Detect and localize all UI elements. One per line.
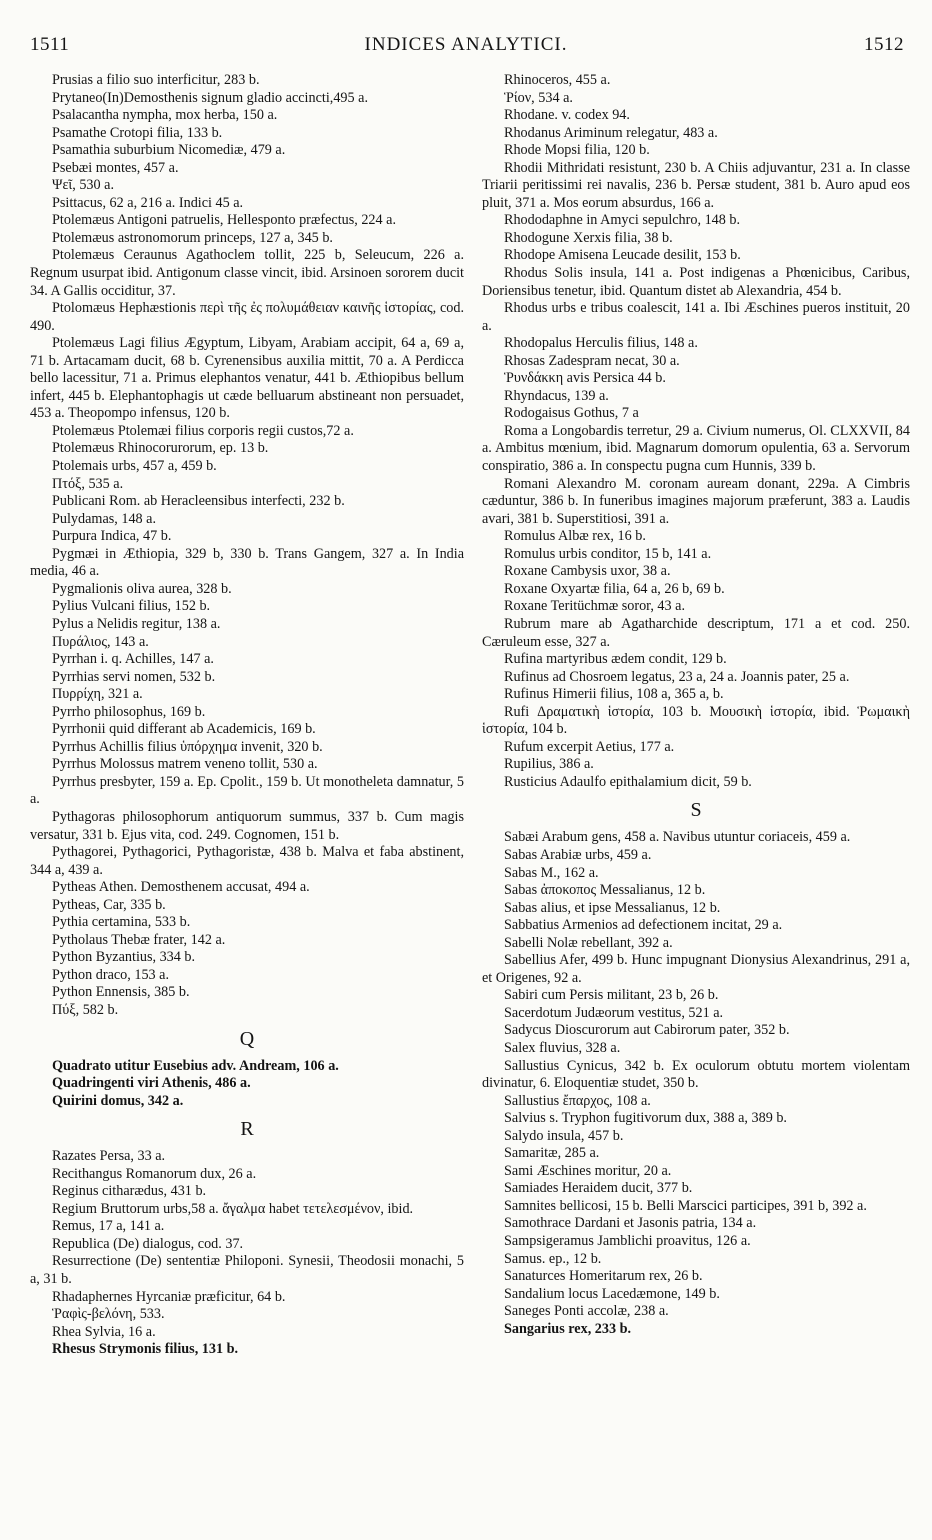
index-entry: Ῥίον, 534 a. [504, 89, 573, 106]
index-entry: Pygmæi in Æthiopia, 329 b, 330 b. Trans Gangem, 327 a. In India media, 46 a. [30, 545, 464, 580]
index-entry: Πτόξ, 535 a. [52, 475, 124, 492]
index-entry: Salex fluvius, 328 a. [504, 1039, 621, 1056]
index-entry: Ptolemæus Rhinocorurorum, ep. 13 b. [52, 440, 269, 457]
index-entry: Pytheas Athen. Demosthenem accusat, 494 a. [52, 879, 310, 896]
index-entry: Πύξ, 582 b. [52, 1001, 119, 1018]
left-page-number: 1511 [30, 34, 70, 55]
index-entry: Pyrrho philosophus, 169 b. [52, 703, 206, 720]
index-entry: Rhyndacus, 139 a. [504, 387, 609, 404]
index-entry: Πυρρίχη, 321 a. [52, 686, 143, 703]
index-entry: Sangarius rex, 233 b. [504, 1320, 632, 1337]
index-entry: Ptolemæus astronomorum princeps, 127 a, 345 b. [52, 229, 333, 246]
index-entry: Romani Alexandro M. coronam auream donant, 229a. A Cimbris cæduntur, 386 b. In funeribus imagines majorum præferunt, 383 a. Laudis avari, 381 b. Superstitiosi, 391 a. [482, 475, 910, 527]
index-entry: Sabas Arabiæ urbs, 459 a. [504, 846, 652, 863]
index-entry: Rhodus urbs e tribus coalescit, 141 a. Ibi Æschines pueros instituit, 20 a. [482, 300, 910, 334]
index-entry: Rhesus Strymonis filius, 131 b. [52, 1341, 239, 1358]
running-title: INDICES ANALYTICI. [364, 34, 568, 55]
index-entry: Ptolemæus Lagi filius Ægyptum, Libyam, Arabiam accipit, 64 a, 69 a, 71 b. Artacamam ducit, 68 b. Cyrenensibus auxilia mittit, 70 a. A Perdicca bello lacessitur, 71 a. Primus elephantos venatur, 441 b. Æthiopibus bellum infert, 445 b. Elephantophagis ut cæde belluarum abstineant non persuadet, 453 a. Theopompo infensus, 120 b. [30, 335, 464, 422]
index-entry: Roxane Teritüchmæ soror, 43 a. [504, 598, 685, 615]
index-entry: Rusticius Adaulfo epithalamium dicit, 59 b. [504, 773, 752, 790]
index-entry: Sadycus Dioscurorum aut Cabirorum pater, 352 b. [504, 1022, 790, 1039]
index-entry: Sabæi Arabum gens, 458 a. Navibus utuntur coriaceis, 459 a. [504, 829, 851, 846]
index-entry: Rhodii Mithridati resistunt, 230 b. A Chiis adjuvantur, 231 a. In classe Triarii peritissimi rei navalis, 236 b. Persæ student, 381 b. Auro apud eos pluit, 371 a. Mos eorum absurdus, 166 a. [482, 159, 910, 211]
index-entry: Psittacus, 62 a, 216 a. Indici 45 a. [52, 194, 244, 211]
index-entry: Python Byzantius, 334 b. [52, 949, 196, 966]
section-letter: R [240, 1118, 254, 1141]
index-entry: Salydo insula, 457 b. [504, 1127, 624, 1144]
index-entry: Salvius s. Tryphon fugitivorum dux, 388 a, 389 b. [504, 1110, 787, 1127]
index-entry: Quadrato utitur Eusebius adv. Andream, 106 a. [52, 1057, 339, 1074]
index-entry: Sabbatius Armenios ad defectionem incitat, 29 a. [504, 917, 783, 934]
section-letter: Q [239, 1027, 255, 1050]
index-entry: Romulus urbis conditor, 15 b, 141 a. [504, 545, 712, 562]
index-entry: Rhodane. v. codex 94. [504, 107, 630, 124]
index-entry: Ψεῖ, 530 a. [52, 177, 115, 194]
index-entry: Sabas alius, et ipse Messalianus, 12 b. [504, 899, 721, 916]
index-entry: Roxane Oxyartæ filia, 64 a, 26 b, 69 b. [504, 580, 725, 597]
index-entry: Pytheas, Car, 335 b. [52, 896, 166, 913]
index-entry: Ῥυνδάκκη avis Persica 44 b. [504, 370, 666, 387]
index-entry: Rufum excerpit Aetius, 177 a. [504, 738, 675, 755]
index-entry: Pulydamas, 148 a. [52, 510, 157, 527]
index-entry: Rodogaisus Gothus, 7 a [504, 405, 639, 422]
index-entry: Samiades Heraidem ducit, 377 b. [504, 1180, 693, 1197]
index-entry: Rupilius, 386 a. [504, 756, 594, 773]
index-entry: Pyrrhan i. q. Achilles, 147 a. [52, 651, 214, 668]
index-entry: Samothrace Dardani et Jasonis patria, 134 a. [504, 1215, 757, 1232]
index-entry: Pythia certamina, 533 b. [52, 914, 191, 931]
index-entry: Rhodus Solis insula, 141 a. Post indigenas a Phœnicibus, Caribus, Doriensibus tenetur, ibid. Quantum distet ab Alexandria, 454 b. [482, 265, 910, 299]
index-entry: Quadringenti viri Athenis, 486 a. [52, 1075, 251, 1092]
index-entry: Prusias a filio suo interficitur, 283 b. [52, 72, 260, 88]
index-entry: Pyrrhus Achillis filius ὑπόρχημα invenit, 320 b. [52, 738, 323, 755]
index-entry: Psamathia suburbium Nicomediæ, 479 a. [52, 142, 286, 159]
index-entry: Pytholaus Thebæ frater, 142 a. [52, 931, 226, 948]
index-entry: Pyrrhus presbyter, 159 a. Ep. Cpolit., 159 b. Ut monotheleta damnatur, 5 a. [30, 773, 464, 808]
right-index-column [482, 72, 910, 1338]
right-page-number: 1512 [864, 34, 904, 55]
index-entry: Ptolomæus Hephæstionis περὶ τῆς ἐς πολυμάθειαν καινῆς ἱστορίας, cod. 490. [30, 300, 464, 334]
index-entry: Samaritæ, 285 a. [504, 1145, 600, 1162]
index-entry: Rhadaphernes Hyrcaniæ præficitur, 64 b. [52, 1288, 286, 1305]
index-entry: Rufinus Himerii filius, 108 a, 365 a, b. [504, 686, 724, 703]
index-entry: Republica (De) dialogus, cod. 37. [52, 1235, 244, 1252]
index-entry: Sabiri cum Persis militant, 23 b, 26 b. [504, 987, 719, 1004]
index-entry: Sabas ἀποκοπος Messalianus, 12 b. [504, 882, 706, 899]
index-entry: Quirini domus, 342 a. [52, 1092, 184, 1109]
index-entry: Psalacantha nympha, mox herba, 150 a. [52, 107, 278, 124]
index-entry: Saneges Ponti accolæ, 238 a. [504, 1303, 669, 1320]
index-entry: Rufina martyribus ædem condit, 129 b. [504, 651, 727, 668]
index-entry: Ptolemæus Antigoni patruelis, Hellesponto præfectus, 224 a. [52, 212, 397, 229]
index-entry: Sanaturces Homeritarum rex, 26 b. [504, 1268, 703, 1285]
index-entry: Sacerdotum Judæorum vestitus, 521 a. [504, 1004, 724, 1021]
index-entry: Samnites bellicosi, 15 b. Belli Marscici participes, 391 b, 392 a. [504, 1197, 867, 1214]
index-entry: Rhodopalus Herculis filius, 148 a. [504, 335, 698, 352]
index-entry: Romulus Albæ rex, 16 b. [504, 528, 646, 545]
index-entry: Sabelli Nolæ rebellant, 392 a. [504, 934, 673, 951]
index-entry: Ptolemais urbs, 457 a, 459 b. [52, 458, 217, 475]
index-entry: Remus, 17 a, 141 a. [52, 1218, 165, 1235]
page-header [0, 0, 932, 64]
index-entry: Regium Bruttorum urbs,58 a. ἄγαλμα habet τετελεσμένον, ibid. [52, 1200, 414, 1217]
index-entry: Pylius Vulcani filius, 152 b. [52, 598, 211, 615]
index-entry: Psamathe Crotopi filia, 133 b. [52, 124, 223, 141]
index-entry: Sami Æschines moritur, 20 a. [504, 1162, 672, 1179]
index-entry: Rhea Sylvia, 16 a. [52, 1323, 156, 1340]
index-entry: Sallustius Cynicus, 342 b. Ex oculorum obtutu mortem violentam divinatur, 6. Eloquentiæ studet, 350 b. [482, 1057, 910, 1092]
index-entry: Purpura Indica, 47 b. [52, 528, 172, 545]
index-entry: Psebæi montes, 457 a. [52, 159, 179, 176]
index-entry: Python Ennensis, 385 b. [52, 984, 190, 1001]
index-entry: Ptolemæus Ceraunus Agathoclem tollit, 225 b, Seleucum, 226 a. Regnum usurpat ibid. Antigonum classe vincit, ibid. Arsinoen sororem ducit 34. A Gallis occiditur, 37. [30, 247, 464, 299]
index-entry: Rhododaphne in Amyci sepulchro, 148 b. [504, 212, 741, 229]
index-entry: Sallustius ἔπαρχος, 108 a. [504, 1092, 651, 1109]
section-letter: S [690, 799, 702, 822]
index-entry: Rufi Δραματικὴ ἱστορία, 103 b. Μουσικὴ ἱστορία, ibid. Ῥωμαικὴ ἱστορία, 104 b. [482, 703, 910, 738]
index-entry: Pygmalionis oliva aurea, 328 b. [52, 580, 232, 597]
index-entry: Sandalium locus Lacedæmone, 149 b. [504, 1285, 720, 1302]
index-entry: Pythagorei, Pythagorici, Pythagoristæ, 438 b. Malva et faba abstinent, 344 a, 439 a. [30, 844, 464, 878]
index-entry: Sabas M., 162 a. [504, 864, 599, 881]
left-index-column [30, 72, 464, 1359]
index-entry: Roma a Longobardis terretur, 29 a. Civium numerus, Ol. CLXXVII, 84 a. Ambitus mœnium, ibid. Magnarum domorum opulentia, 63 a. Servorum conspiratio, 386 a. In conspectu pugna cum Hunnis, 339 b. [482, 422, 910, 475]
index-entry: Sampsigeramus Jamblichi proavitus, 126 a. [504, 1233, 751, 1249]
index-entry: Samus. ep., 12 b. [504, 1250, 602, 1267]
index-entry: Πυράλιος, 143 a. [52, 633, 149, 650]
index-entry: Rhode Mopsi filia, 120 b. [504, 142, 650, 159]
index-entry: Python draco, 153 a. [52, 966, 170, 983]
index-entry: Pylus a Nelidis regitur, 138 a. [52, 615, 221, 632]
index-entry: Resurrectione (De) sententiæ Philoponi. Synesii, Theodosii monachi, 5 a, 31 b. [30, 1253, 464, 1287]
index-entry: Rhodope Amisena Leucade desilit, 153 b. [504, 247, 741, 264]
index-entry: Prytaneo(In)Demosthenis signum gladio accincti,495 a. [52, 89, 368, 106]
index-entry: Publicani Rom. ab Heracleensibus interfecti, 232 b. [52, 493, 345, 510]
index-entry: Pythagoras philosophorum antiquorum summus, 337 b. Cum magis versatur, 331 b. Ejus vita, cod. 249. Cognomen, 151 b. [30, 808, 464, 843]
index-entry: Pyrrhonii quid differant ab Academicis, 169 b. [52, 721, 316, 738]
index-entry: Recithangus Romanorum dux, 26 a. [52, 1165, 257, 1182]
index-entry: Sabellius Afer, 499 b. Hunc impugnant Dionysius Alexandrinus, 291 a, et Origenes, 92 a. [482, 952, 910, 986]
index-entry: Rhinoceros, 455 a. [504, 72, 611, 88]
index-entry: Rhodogune Xerxis filia, 38 b. [504, 229, 673, 246]
index-entry: Roxane Cambysis uxor, 38 a. [504, 563, 671, 580]
index-entry: Rufinus ad Chosroem legatus, 23 a, 24 a. Joannis pater, 25 a. [504, 668, 850, 685]
index-entry: Ptolemæus Ptolemæi filius corporis regii custos,72 a. [52, 422, 354, 439]
index-entry: Pyrrhias servi nomen, 532 b. [52, 668, 216, 685]
index-entry: Razates Persa, 33 a. [52, 1148, 166, 1165]
index-entry: Reginus citharædus, 431 b. [52, 1183, 207, 1200]
index-entry: Pyrrhus Molossus matrem veneno tollit, 530 a. [52, 756, 318, 773]
index-entry: Ῥαφὶς-βελόνη, 533. [52, 1306, 165, 1323]
index-entry: Rubrum mare ab Agatharchide descriptum, 171 a et cod. 250. Cæruleum esse, 327 a. [482, 615, 910, 650]
index-entry: Rhodanus Ariminum relegatur, 483 a. [504, 124, 718, 141]
index-entry: Rhosas Zadespram necat, 30 a. [504, 352, 680, 369]
